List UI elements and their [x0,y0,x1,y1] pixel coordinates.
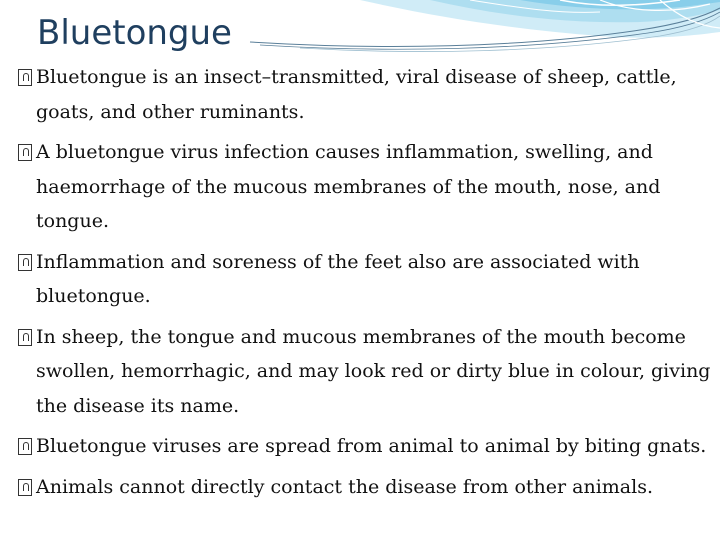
bullet-icon [18,69,32,86]
bullet-icon [18,329,32,346]
bullet-item [18,60,718,129]
bullet-item [18,470,718,505]
bullet-icon [18,438,32,455]
bullet-item [18,245,718,314]
bullet-item [18,135,718,239]
bullet-text: Bluetongue is an insect–transmitted, viral disease of sheep, cattle, goats, and other ruminants. [36,66,677,123]
bullet-list [18,60,718,510]
bullet-item [18,429,718,464]
slide-title: Bluetongue [37,13,232,53]
bullet-text: Animals cannot directly contact the disease from other animals. [36,475,653,498]
bullet-text: Bluetongue viruses are spread from animal to animal by biting gnats. [36,435,707,457]
bullet-icon [18,479,32,496]
bullet-item [18,320,718,424]
bullet-text: Inflammation and soreness of the feet also are associated with bluetongue. [36,250,640,307]
bullet-text: In sheep, the tongue and mucous membranes of the mouth become swollen, hemorrhagic, and may look red or dirty blue in colour, giving the disease its name. [36,325,711,417]
bullet-icon [18,254,32,271]
bullet-text: A bluetongue virus infection causes inflammation, swelling, and haemorrhage of the mucous membranes of the mouth, nose, and tongue. [36,141,661,232]
bullet-icon [18,144,32,161]
